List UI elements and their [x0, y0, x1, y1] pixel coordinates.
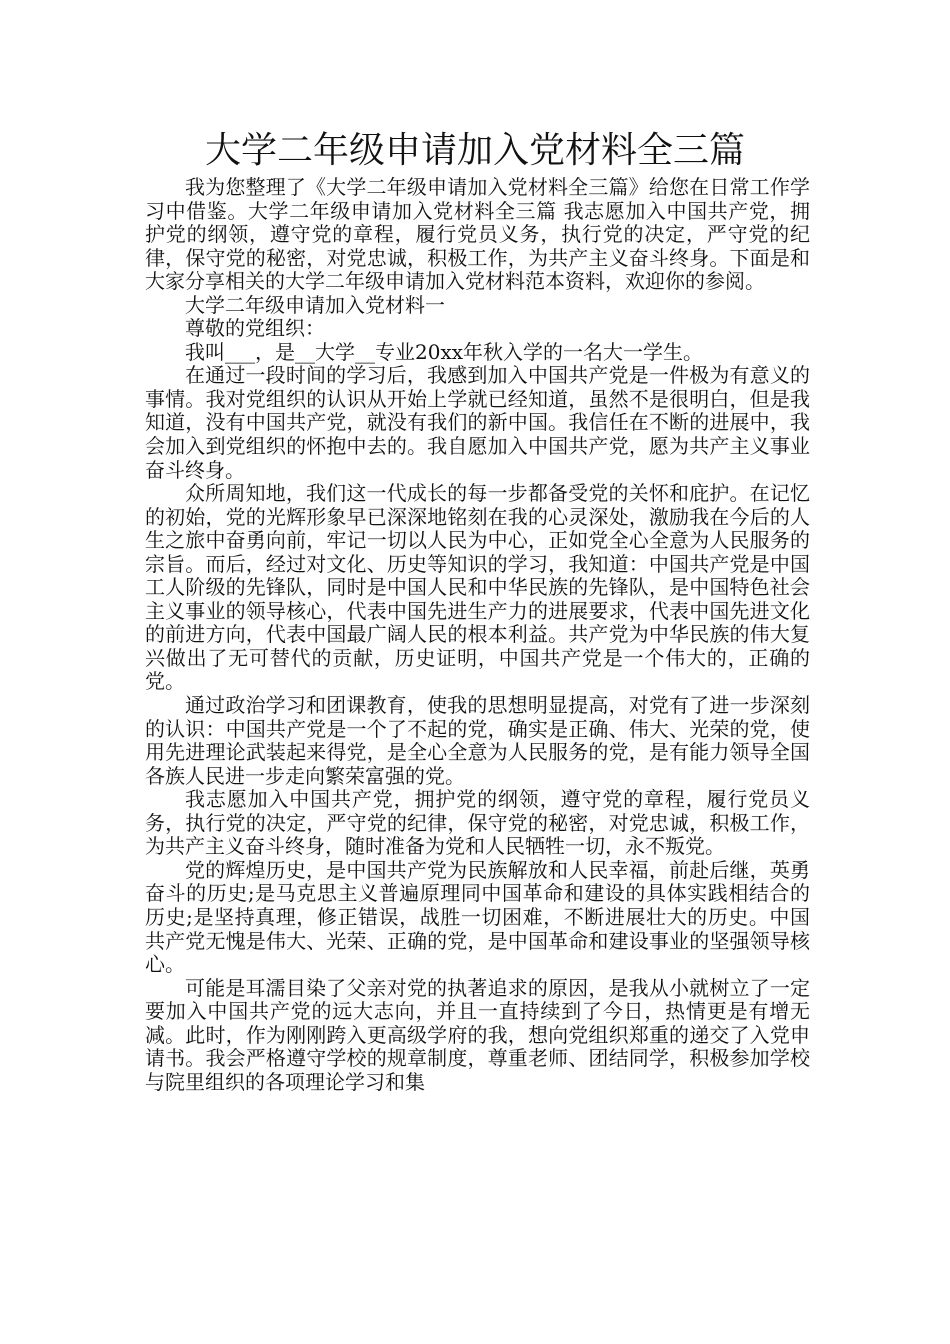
paragraph: 我叫___，是__大学__专业20xx年秋入学的一名大一学生。: [185, 339, 704, 364]
section-heading: 大学二年级申请加入党材料一: [185, 292, 445, 317]
paragraph: 在通过一段时间的学习后，我感到加入中国共产党是一件极为有意义的事情。我对党组织的认识从开始上学就已经知道，虽然不是很明白，但是我知道，没有中国共产党，就没有我们的新中国。我信任在不断的进展中，我会加入到党组织的怀抱中去的。我自愿加入中国共产党，愿为共产主义事业奋斗终身。: [145, 363, 810, 482]
paragraph-intro: 我为您整理了《大学二年级申请加入党材料全三篇》给您在日常工作学习中借鉴。大学二年级申请加入党材料全三篇 我志愿加入中国共产党，拥护党的纲领，遵守党的章程，履行党员义务，执行党的决定，严守党的纪律，保守党的秘密，对党忠诚，积极工作，为共产主义奋斗终身。下面是和大家分享相关的大学二年级申请加入党材料范本资料，欢迎你的参阅。: [145, 175, 810, 294]
document-body: [145, 176, 810, 1094]
paragraph: 通过政治学习和团课教育，使我的思想明显提高，对党有了进一步深刻的认识：中国共产党是一个了不起的党，确实是正确、伟大、光荣的党，使用先进理论武装起来得党，是全心全意为人民服务的党，是有能力领导全国各族人民进一步走向繁荣富强的党。: [145, 693, 810, 788]
paragraph: 可能是耳濡目染了父亲对党的执著追求的原因，是我从小就树立了一定要加入中国共产党的远大志向，并且一直持续到了今日，热情更是有增无减。此时，作为刚刚跨入更高级学府的我，想向党组织郑重的递交了入党申请书。我会严格遵守学校的规章制度，尊重老师、团结同学，积极参加学校与院里组织的各项理论学习和集: [145, 975, 810, 1094]
paragraph: 我志愿加入中国共产党，拥护党的纲领，遵守党的章程，履行党员义务，执行党的决定，严守党的纪律，保守党的秘密，对党忠诚，积极工作，为共产主义奋斗终身，随时准备为党和人民牺牲一切，永不叛党。: [145, 787, 810, 859]
paragraph: 众所周知地，我们这一代成长的每一步都备受党的关怀和庇护。在记忆的初始，党的光辉形象早已深深地铭刻在我的心灵深处，激励我在今后的人生之旅中奋勇向前，牢记一切以人民为中心，正如党全心全意为人民服务的宗旨。而后，经过对文化、历史等知识的学习，我知道：中国共产党是中国工人阶级的先锋队，同时是中国人民和中华民族的先锋队，是中国特色社会主义事业的领导核心，代表中国先进生产力的进展要求，代表中国先进文化的前进方向，代表中国最广阔人民的根本利益。共产党为中华民族的伟大复兴做出了无可替代的贡献，历史证明，中国共产党是一个伟大的，正确的党。: [145, 481, 810, 694]
salutation: 尊敬的党组织：: [185, 316, 325, 341]
document-title: 大学二年级申请加入党材料全三篇: [204, 130, 745, 171]
paragraph: 党的辉煌历史，是中国共产党为民族解放和人民幸福，前赴后继，英勇奋斗的历史;是马克思主义普遍原理同中国革命和建设的具体实践相结合的历史;是坚持真理，修正错误，战胜一切困难，不断进展壮大的历史。中国共产党无愧是伟大、光荣、正确的党，是中国革命和建设事业的坚强领导核心。: [145, 857, 810, 977]
